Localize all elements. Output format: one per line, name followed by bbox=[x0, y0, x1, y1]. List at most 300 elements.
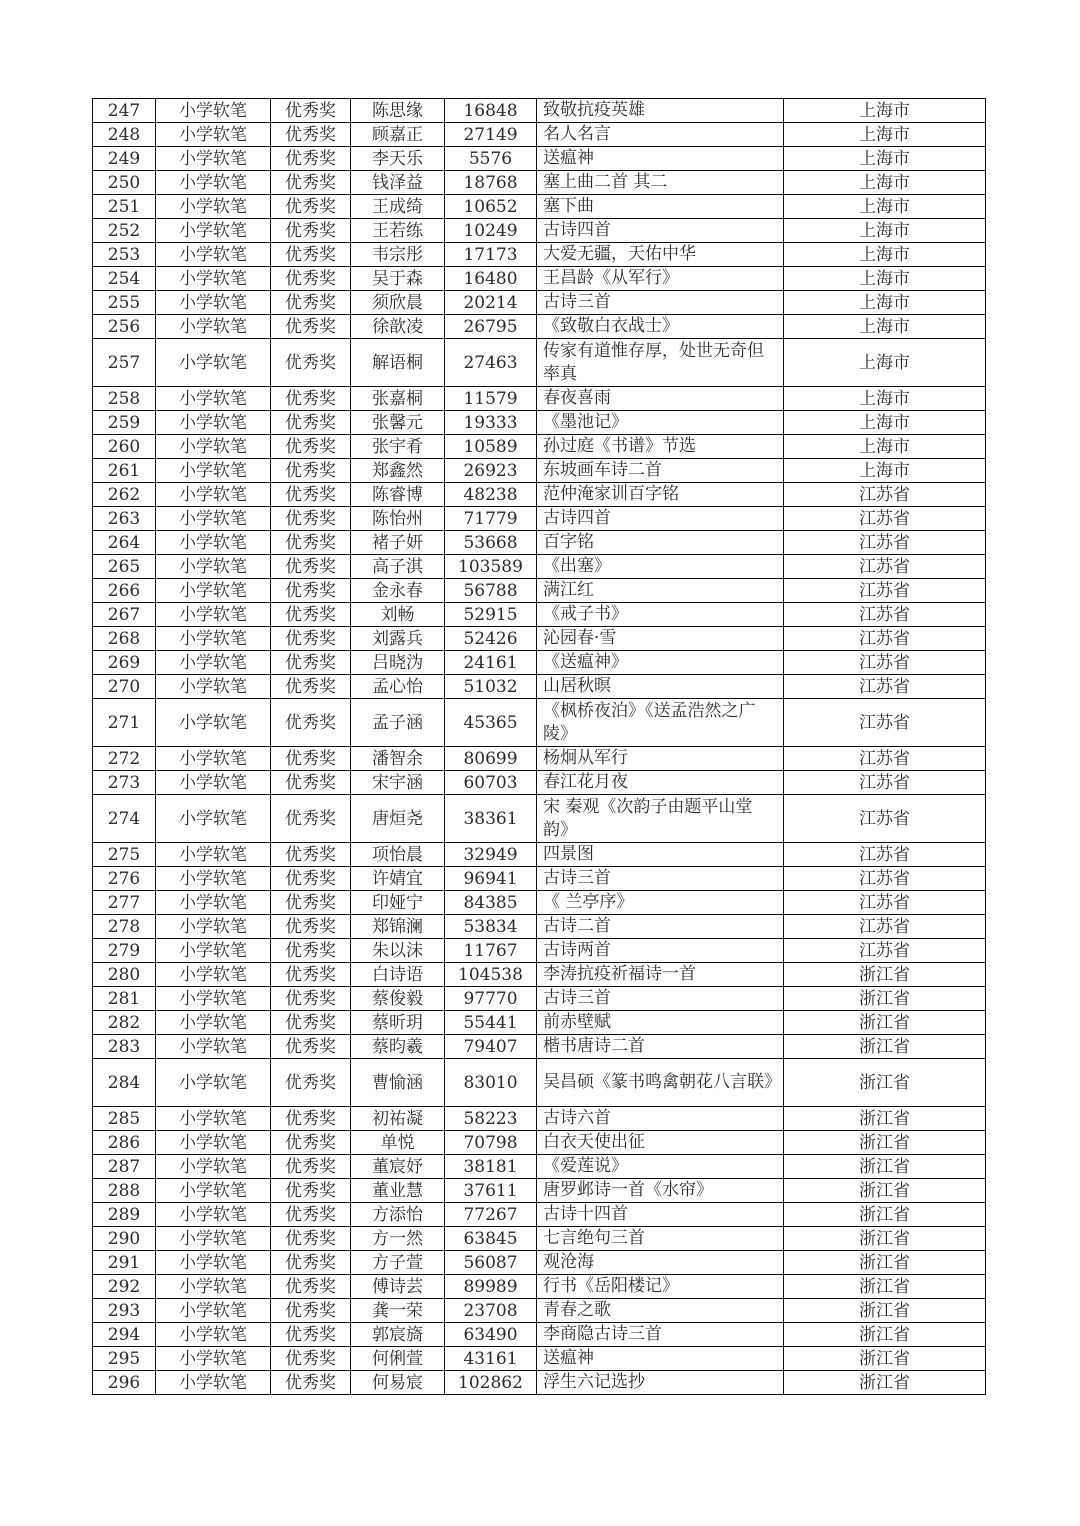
entry-id-cell: 63490 bbox=[445, 1323, 537, 1347]
row-number-cell: 257 bbox=[93, 339, 156, 387]
category-cell: 小学软笔 bbox=[156, 843, 271, 867]
work-title-cell: 古诗十四首 bbox=[537, 1203, 784, 1227]
region-cell: 上海市 bbox=[784, 387, 986, 411]
row-number-cell: 294 bbox=[93, 1323, 156, 1347]
region-cell: 江苏省 bbox=[784, 627, 986, 651]
entry-id-cell: 38361 bbox=[445, 795, 537, 843]
category-cell: 小学软笔 bbox=[156, 171, 271, 195]
region-cell: 上海市 bbox=[784, 339, 986, 387]
region-cell: 上海市 bbox=[784, 411, 986, 435]
award-cell: 优秀奖 bbox=[271, 1227, 351, 1251]
student-name-cell: 曹愉涵 bbox=[351, 1059, 445, 1107]
award-cell: 优秀奖 bbox=[271, 891, 351, 915]
entry-id-cell: 43161 bbox=[445, 1347, 537, 1371]
category-cell: 小学软笔 bbox=[156, 147, 271, 171]
region-cell: 浙江省 bbox=[784, 963, 986, 987]
row-number-cell: 252 bbox=[93, 219, 156, 243]
student-name-cell: 潘智余 bbox=[351, 747, 445, 771]
category-cell: 小学软笔 bbox=[156, 1251, 271, 1275]
row-number-cell: 254 bbox=[93, 267, 156, 291]
award-cell: 优秀奖 bbox=[271, 699, 351, 747]
row-number-cell: 249 bbox=[93, 147, 156, 171]
award-cell: 优秀奖 bbox=[271, 243, 351, 267]
table-row bbox=[93, 891, 986, 915]
region-cell: 浙江省 bbox=[784, 987, 986, 1011]
region-cell: 江苏省 bbox=[784, 603, 986, 627]
row-number-cell: 270 bbox=[93, 675, 156, 699]
category-cell: 小学软笔 bbox=[156, 291, 271, 315]
category-cell: 小学软笔 bbox=[156, 123, 271, 147]
work-title-cell: 七言绝句三首 bbox=[537, 1227, 784, 1251]
work-title-cell: 古诗两首 bbox=[537, 939, 784, 963]
student-name-cell: 项怡晨 bbox=[351, 843, 445, 867]
category-cell: 小学软笔 bbox=[156, 195, 271, 219]
student-name-cell: 韦宗彤 bbox=[351, 243, 445, 267]
table-row bbox=[93, 915, 986, 939]
table-row bbox=[93, 195, 986, 219]
table-row bbox=[93, 987, 986, 1011]
award-cell: 优秀奖 bbox=[271, 123, 351, 147]
row-number-cell: 274 bbox=[93, 795, 156, 843]
category-cell: 小学软笔 bbox=[156, 267, 271, 291]
student-name-cell: 孟子涵 bbox=[351, 699, 445, 747]
entry-id-cell: 71779 bbox=[445, 507, 537, 531]
category-cell: 小学软笔 bbox=[156, 1347, 271, 1371]
entry-id-cell: 60703 bbox=[445, 771, 537, 795]
award-cell: 优秀奖 bbox=[271, 987, 351, 1011]
award-cell: 优秀奖 bbox=[271, 555, 351, 579]
row-number-cell: 261 bbox=[93, 459, 156, 483]
work-title-cell: 古诗三首 bbox=[537, 987, 784, 1011]
region-cell: 上海市 bbox=[784, 195, 986, 219]
entry-id-cell: 26923 bbox=[445, 459, 537, 483]
student-name-cell: 郭宸旖 bbox=[351, 1323, 445, 1347]
category-cell: 小学软笔 bbox=[156, 339, 271, 387]
award-cell: 优秀奖 bbox=[271, 1275, 351, 1299]
work-title-cell: 沁园春·雪 bbox=[537, 627, 784, 651]
work-title-cell: 四景图 bbox=[537, 843, 784, 867]
table-row bbox=[93, 387, 986, 411]
work-title-cell: 大爱无疆，天佑中华 bbox=[537, 243, 784, 267]
work-title-cell: 《送瘟神》 bbox=[537, 651, 784, 675]
row-number-cell: 268 bbox=[93, 627, 156, 651]
student-name-cell: 陈睿博 bbox=[351, 483, 445, 507]
row-number-cell: 278 bbox=[93, 915, 156, 939]
entry-id-cell: 27149 bbox=[445, 123, 537, 147]
student-name-cell: 刘露兵 bbox=[351, 627, 445, 651]
award-cell: 优秀奖 bbox=[271, 267, 351, 291]
category-cell: 小学软笔 bbox=[156, 459, 271, 483]
entry-id-cell: 52915 bbox=[445, 603, 537, 627]
entry-id-cell: 11579 bbox=[445, 387, 537, 411]
work-title-cell: 《致敬白衣战士》 bbox=[537, 315, 784, 339]
category-cell: 小学软笔 bbox=[156, 1011, 271, 1035]
category-cell: 小学软笔 bbox=[156, 1107, 271, 1131]
table-row bbox=[93, 1227, 986, 1251]
award-cell: 优秀奖 bbox=[271, 915, 351, 939]
category-cell: 小学软笔 bbox=[156, 963, 271, 987]
region-cell: 上海市 bbox=[784, 291, 986, 315]
row-number-cell: 269 bbox=[93, 651, 156, 675]
category-cell: 小学软笔 bbox=[156, 603, 271, 627]
award-cell: 优秀奖 bbox=[271, 459, 351, 483]
entry-id-cell: 16848 bbox=[445, 99, 537, 123]
region-cell: 上海市 bbox=[784, 315, 986, 339]
award-cell: 优秀奖 bbox=[271, 1371, 351, 1395]
student-name-cell: 顾嘉正 bbox=[351, 123, 445, 147]
region-cell: 上海市 bbox=[784, 267, 986, 291]
entry-id-cell: 20214 bbox=[445, 291, 537, 315]
award-cell: 优秀奖 bbox=[271, 1251, 351, 1275]
entry-id-cell: 96941 bbox=[445, 867, 537, 891]
category-cell: 小学软笔 bbox=[156, 315, 271, 339]
row-number-cell: 291 bbox=[93, 1251, 156, 1275]
row-number-cell: 286 bbox=[93, 1131, 156, 1155]
region-cell: 上海市 bbox=[784, 147, 986, 171]
award-cell: 优秀奖 bbox=[271, 483, 351, 507]
student-name-cell: 徐歆凌 bbox=[351, 315, 445, 339]
award-cell: 优秀奖 bbox=[271, 1203, 351, 1227]
work-title-cell: 东坡画车诗二首 bbox=[537, 459, 784, 483]
entry-id-cell: 89989 bbox=[445, 1275, 537, 1299]
region-cell: 浙江省 bbox=[784, 1059, 986, 1107]
student-name-cell: 陈怡州 bbox=[351, 507, 445, 531]
table-row bbox=[93, 507, 986, 531]
award-cell: 优秀奖 bbox=[271, 579, 351, 603]
student-name-cell: 方子萱 bbox=[351, 1251, 445, 1275]
row-number-cell: 260 bbox=[93, 435, 156, 459]
category-cell: 小学软笔 bbox=[156, 771, 271, 795]
table-row bbox=[93, 339, 986, 387]
category-cell: 小学软笔 bbox=[156, 1203, 271, 1227]
table-row bbox=[93, 483, 986, 507]
award-cell: 优秀奖 bbox=[271, 651, 351, 675]
category-cell: 小学软笔 bbox=[156, 987, 271, 1011]
award-cell: 优秀奖 bbox=[271, 627, 351, 651]
award-cell: 优秀奖 bbox=[271, 771, 351, 795]
category-cell: 小学软笔 bbox=[156, 747, 271, 771]
row-number-cell: 293 bbox=[93, 1299, 156, 1323]
award-cell: 优秀奖 bbox=[271, 843, 351, 867]
award-cell: 优秀奖 bbox=[271, 1347, 351, 1371]
award-cell: 优秀奖 bbox=[271, 171, 351, 195]
category-cell: 小学软笔 bbox=[156, 1035, 271, 1059]
student-name-cell: 朱以沫 bbox=[351, 939, 445, 963]
category-cell: 小学软笔 bbox=[156, 891, 271, 915]
student-name-cell: 龚一荣 bbox=[351, 1299, 445, 1323]
student-name-cell: 白诗语 bbox=[351, 963, 445, 987]
table-row bbox=[93, 651, 986, 675]
region-cell: 江苏省 bbox=[784, 867, 986, 891]
region-cell: 浙江省 bbox=[784, 1131, 986, 1155]
award-cell: 优秀奖 bbox=[271, 1323, 351, 1347]
row-number-cell: 251 bbox=[93, 195, 156, 219]
student-name-cell: 王若练 bbox=[351, 219, 445, 243]
table-row bbox=[93, 315, 986, 339]
work-title-cell: 古诗六首 bbox=[537, 1107, 784, 1131]
row-number-cell: 280 bbox=[93, 963, 156, 987]
table-row bbox=[93, 843, 986, 867]
entry-id-cell: 83010 bbox=[445, 1059, 537, 1107]
work-title-cell: 春江花月夜 bbox=[537, 771, 784, 795]
row-number-cell: 263 bbox=[93, 507, 156, 531]
award-cell: 优秀奖 bbox=[271, 603, 351, 627]
award-cell: 优秀奖 bbox=[271, 1059, 351, 1107]
award-cell: 优秀奖 bbox=[271, 99, 351, 123]
entry-id-cell: 102862 bbox=[445, 1371, 537, 1395]
category-cell: 小学软笔 bbox=[156, 1155, 271, 1179]
row-number-cell: 248 bbox=[93, 123, 156, 147]
table-row bbox=[93, 1275, 986, 1299]
row-number-cell: 283 bbox=[93, 1035, 156, 1059]
student-name-cell: 蔡昕玥 bbox=[351, 1011, 445, 1035]
work-title-cell: 《出塞》 bbox=[537, 555, 784, 579]
award-cell: 优秀奖 bbox=[271, 147, 351, 171]
work-title-cell: 名人名言 bbox=[537, 123, 784, 147]
table-row bbox=[93, 603, 986, 627]
table-row bbox=[93, 867, 986, 891]
work-title-cell: 杨炯从军行 bbox=[537, 747, 784, 771]
row-number-cell: 255 bbox=[93, 291, 156, 315]
region-cell: 上海市 bbox=[784, 243, 986, 267]
table-row bbox=[93, 411, 986, 435]
student-name-cell: 郑鑫然 bbox=[351, 459, 445, 483]
region-cell: 江苏省 bbox=[784, 483, 986, 507]
table-row bbox=[93, 1107, 986, 1131]
row-number-cell: 258 bbox=[93, 387, 156, 411]
table-row bbox=[93, 243, 986, 267]
award-cell: 优秀奖 bbox=[271, 531, 351, 555]
entry-id-cell: 24161 bbox=[445, 651, 537, 675]
table-row bbox=[93, 1371, 986, 1395]
table-row bbox=[93, 771, 986, 795]
work-title-cell: 古诗四首 bbox=[537, 219, 784, 243]
category-cell: 小学软笔 bbox=[156, 579, 271, 603]
row-number-cell: 267 bbox=[93, 603, 156, 627]
work-title-cell: 送瘟神 bbox=[537, 1347, 784, 1371]
category-cell: 小学软笔 bbox=[156, 555, 271, 579]
entry-id-cell: 32949 bbox=[445, 843, 537, 867]
row-number-cell: 281 bbox=[93, 987, 156, 1011]
work-title-cell: 《墨池记》 bbox=[537, 411, 784, 435]
student-name-cell: 单悦 bbox=[351, 1131, 445, 1155]
category-cell: 小学软笔 bbox=[156, 1371, 271, 1395]
entry-id-cell: 19333 bbox=[445, 411, 537, 435]
student-name-cell: 傅诗芸 bbox=[351, 1275, 445, 1299]
student-name-cell: 张馨元 bbox=[351, 411, 445, 435]
work-title-cell: 传家有道惟存厚，处世无奇但率真 bbox=[537, 339, 784, 387]
award-cell: 优秀奖 bbox=[271, 1035, 351, 1059]
award-cell: 优秀奖 bbox=[271, 867, 351, 891]
entry-id-cell: 79407 bbox=[445, 1035, 537, 1059]
table-row bbox=[93, 1179, 986, 1203]
entry-id-cell: 18768 bbox=[445, 171, 537, 195]
row-number-cell: 277 bbox=[93, 891, 156, 915]
student-name-cell: 印娅宁 bbox=[351, 891, 445, 915]
award-cell: 优秀奖 bbox=[271, 675, 351, 699]
work-title-cell: 古诗三首 bbox=[537, 291, 784, 315]
student-name-cell: 高子淇 bbox=[351, 555, 445, 579]
award-cell: 优秀奖 bbox=[271, 1179, 351, 1203]
category-cell: 小学软笔 bbox=[156, 531, 271, 555]
region-cell: 浙江省 bbox=[784, 1251, 986, 1275]
table-row bbox=[93, 99, 986, 123]
award-cell: 优秀奖 bbox=[271, 339, 351, 387]
region-cell: 浙江省 bbox=[784, 1107, 986, 1131]
region-cell: 江苏省 bbox=[784, 915, 986, 939]
award-cell: 优秀奖 bbox=[271, 411, 351, 435]
award-cell: 优秀奖 bbox=[271, 1131, 351, 1155]
region-cell: 江苏省 bbox=[784, 507, 986, 531]
row-number-cell: 272 bbox=[93, 747, 156, 771]
student-name-cell: 郑锦澜 bbox=[351, 915, 445, 939]
student-name-cell: 蔡俊毅 bbox=[351, 987, 445, 1011]
row-number-cell: 264 bbox=[93, 531, 156, 555]
award-cell: 优秀奖 bbox=[271, 1299, 351, 1323]
region-cell: 浙江省 bbox=[784, 1275, 986, 1299]
category-cell: 小学软笔 bbox=[156, 675, 271, 699]
student-name-cell: 吕晓沩 bbox=[351, 651, 445, 675]
table-row bbox=[93, 627, 986, 651]
entry-id-cell: 27463 bbox=[445, 339, 537, 387]
table-row bbox=[93, 1131, 986, 1155]
work-title-cell: 吴昌硕《篆书鸣禽朝花八言联》 bbox=[537, 1059, 784, 1107]
entry-id-cell: 11767 bbox=[445, 939, 537, 963]
award-cell: 优秀奖 bbox=[271, 387, 351, 411]
table-row bbox=[93, 219, 986, 243]
work-title-cell: 致敬抗疫英雄 bbox=[537, 99, 784, 123]
region-cell: 江苏省 bbox=[784, 699, 986, 747]
student-name-cell: 许婧宜 bbox=[351, 867, 445, 891]
table-row bbox=[93, 147, 986, 171]
region-cell: 上海市 bbox=[784, 171, 986, 195]
row-number-cell: 295 bbox=[93, 1347, 156, 1371]
entry-id-cell: 37611 bbox=[445, 1179, 537, 1203]
table-row bbox=[93, 435, 986, 459]
region-cell: 上海市 bbox=[784, 459, 986, 483]
award-cell: 优秀奖 bbox=[271, 435, 351, 459]
category-cell: 小学软笔 bbox=[156, 1323, 271, 1347]
student-name-cell: 褚子妍 bbox=[351, 531, 445, 555]
row-number-cell: 250 bbox=[93, 171, 156, 195]
category-cell: 小学软笔 bbox=[156, 1299, 271, 1323]
entry-id-cell: 56788 bbox=[445, 579, 537, 603]
region-cell: 浙江省 bbox=[784, 1323, 986, 1347]
category-cell: 小学软笔 bbox=[156, 1179, 271, 1203]
table-row bbox=[93, 459, 986, 483]
row-number-cell: 289 bbox=[93, 1203, 156, 1227]
table-row bbox=[93, 123, 986, 147]
region-cell: 江苏省 bbox=[784, 771, 986, 795]
row-number-cell: 287 bbox=[93, 1155, 156, 1179]
entry-id-cell: 38181 bbox=[445, 1155, 537, 1179]
table-row bbox=[93, 1323, 986, 1347]
student-name-cell: 蔡昀羲 bbox=[351, 1035, 445, 1059]
row-number-cell: 256 bbox=[93, 315, 156, 339]
table-row bbox=[93, 579, 986, 603]
entry-id-cell: 53668 bbox=[445, 531, 537, 555]
work-title-cell: 山居秋暝 bbox=[537, 675, 784, 699]
table-row bbox=[93, 1155, 986, 1179]
work-title-cell: 范仲淹家训百字铭 bbox=[537, 483, 784, 507]
work-title-cell: 唐罗邺诗一首《水帘》 bbox=[537, 1179, 784, 1203]
work-title-cell: 王昌龄《从军行》 bbox=[537, 267, 784, 291]
row-number-cell: 288 bbox=[93, 1179, 156, 1203]
row-number-cell: 271 bbox=[93, 699, 156, 747]
category-cell: 小学软笔 bbox=[156, 1275, 271, 1299]
award-cell: 优秀奖 bbox=[271, 939, 351, 963]
category-cell: 小学软笔 bbox=[156, 627, 271, 651]
award-cell: 优秀奖 bbox=[271, 291, 351, 315]
student-name-cell: 董业慧 bbox=[351, 1179, 445, 1203]
row-number-cell: 296 bbox=[93, 1371, 156, 1395]
region-cell: 江苏省 bbox=[784, 939, 986, 963]
entry-id-cell: 10249 bbox=[445, 219, 537, 243]
entry-id-cell: 58223 bbox=[445, 1107, 537, 1131]
row-number-cell: 259 bbox=[93, 411, 156, 435]
category-cell: 小学软笔 bbox=[156, 387, 271, 411]
entry-id-cell: 56087 bbox=[445, 1251, 537, 1275]
entry-id-cell: 10589 bbox=[445, 435, 537, 459]
work-title-cell: 《枫桥夜泊》《送孟浩然之广陵》 bbox=[537, 699, 784, 747]
entry-id-cell: 84385 bbox=[445, 891, 537, 915]
student-name-cell: 孟心怡 bbox=[351, 675, 445, 699]
table-row bbox=[93, 555, 986, 579]
entry-id-cell: 53834 bbox=[445, 915, 537, 939]
entry-id-cell: 16480 bbox=[445, 267, 537, 291]
work-title-cell: 送瘟神 bbox=[537, 147, 784, 171]
row-number-cell: 275 bbox=[93, 843, 156, 867]
entry-id-cell: 45365 bbox=[445, 699, 537, 747]
work-title-cell: 古诗二首 bbox=[537, 915, 784, 939]
award-cell: 优秀奖 bbox=[271, 963, 351, 987]
student-name-cell: 钱泽益 bbox=[351, 171, 445, 195]
student-name-cell: 须欣晨 bbox=[351, 291, 445, 315]
entry-id-cell: 63845 bbox=[445, 1227, 537, 1251]
category-cell: 小学软笔 bbox=[156, 915, 271, 939]
award-cell: 优秀奖 bbox=[271, 1155, 351, 1179]
category-cell: 小学软笔 bbox=[156, 411, 271, 435]
student-name-cell: 吴于森 bbox=[351, 267, 445, 291]
student-name-cell: 王成绮 bbox=[351, 195, 445, 219]
work-title-cell: 前赤壁赋 bbox=[537, 1011, 784, 1035]
category-cell: 小学软笔 bbox=[156, 1059, 271, 1107]
row-number-cell: 279 bbox=[93, 939, 156, 963]
entry-id-cell: 17173 bbox=[445, 243, 537, 267]
region-cell: 浙江省 bbox=[784, 1035, 986, 1059]
table-row bbox=[93, 1251, 986, 1275]
entry-id-cell: 70798 bbox=[445, 1131, 537, 1155]
category-cell: 小学软笔 bbox=[156, 99, 271, 123]
table-row bbox=[93, 1035, 986, 1059]
award-cell: 优秀奖 bbox=[271, 195, 351, 219]
table-row bbox=[93, 1203, 986, 1227]
region-cell: 江苏省 bbox=[784, 531, 986, 555]
category-cell: 小学软笔 bbox=[156, 1227, 271, 1251]
work-title-cell: 《爱莲说》 bbox=[537, 1155, 784, 1179]
row-number-cell: 265 bbox=[93, 555, 156, 579]
region-cell: 浙江省 bbox=[784, 1203, 986, 1227]
student-name-cell: 李天乐 bbox=[351, 147, 445, 171]
row-number-cell: 262 bbox=[93, 483, 156, 507]
work-title-cell: 《 兰亭序》 bbox=[537, 891, 784, 915]
work-title-cell: 观沧海 bbox=[537, 1251, 784, 1275]
work-title-cell: 百字铭 bbox=[537, 531, 784, 555]
region-cell: 上海市 bbox=[784, 435, 986, 459]
category-cell: 小学软笔 bbox=[156, 507, 271, 531]
region-cell: 浙江省 bbox=[784, 1227, 986, 1251]
entry-id-cell: 48238 bbox=[445, 483, 537, 507]
